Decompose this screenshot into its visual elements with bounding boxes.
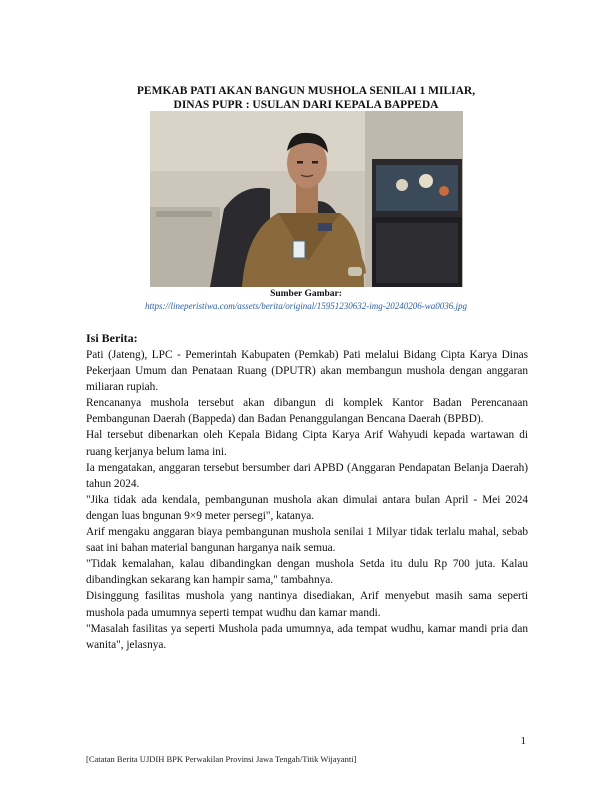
- paragraph: Pati (Jateng), LPC - Pemerintah Kabupaten (Pemkab) Pati melalui Bidang Cipta Karya Dinas Pekerjaan Umum dan Penataan Ruang (DPUTR) akan membangun mushola dengan anggaran miliaran rupiah.: [86, 349, 528, 394]
- paragraph: Arif mengaku anggaran biaya pembangunan mushola senilai 1 Milyar tidak terlalu mahal, sebab saat ini bahan material bangunan harganya naik semua.: [86, 526, 528, 555]
- paragraph: "Jika tidak ada kendala, pembangunan mushola akan dimulai antara bulan April - Mei 2024 dengan luas bngunan 9×9 meter persegi", katanya.: [86, 493, 528, 522]
- paragraph: Ia mengatakan, anggaran tersebut bersumber dari APBD (Anggaran Pendapatan Belanja Daerah) tahun 2024.: [86, 461, 528, 490]
- content-heading: Isi Berita:: [86, 331, 138, 345]
- article-title-line-2: DINAS PUPR : USULAN DARI KEPALA BAPPEDA: [173, 99, 439, 111]
- page-number: 1: [520, 735, 526, 747]
- article-photo: [150, 111, 463, 287]
- paragraph: Rencananya mushola tersebut akan dibangun di komplek Kantor Badan Perencanaan Pembangunan Daerah (Bappeda) dan Badan Penanggulangan Bencana Daerah (BPBD).: [86, 397, 528, 426]
- article-title: [0, 84, 612, 112]
- paragraph: "Tidak kemalahan, kalau dibandingkan dengan mushola Setda itu dulu Rp 700 juta. Kalau dibandingkan sekarang kan hampir sama," tambahnya.: [86, 558, 528, 587]
- page-footer: [Catatan Berita UJDIH BPK Perwakilan Provinsi Jawa Tengah/Titik Wijayanti]: [86, 754, 357, 764]
- paragraph: "Masalah fasilitas ya seperti Mushola pada umumnya, ada tempat wudhu, kamar mandi pria dan wanita", jelasnya.: [86, 622, 528, 651]
- paragraph: Disinggung fasilitas mushola yang nantinya disediakan, Arif menyebut masih sama seperti mushola pada umumnya seperti tempat wudhu dan kamar mandi.: [86, 590, 528, 619]
- image-source-url[interactable]: https://lineperistiwa.com/assets/berita/original/15951230632-img-20240206-wa0036.jpg: [145, 301, 467, 311]
- article-photo-illustration: [150, 111, 463, 287]
- paragraph: Hal tersebut dibenarkan oleh Kepala Bidang Cipta Karya Arif Wahyudi kepada wartawan di ruang kerjanya belum lama ini.: [86, 429, 528, 458]
- article-title-line-1: PEMKAB PATI AKAN BANGUN MUSHOLA SENILAI 1 MILIAR,: [136, 85, 476, 97]
- article-body: [86, 330, 528, 653]
- image-source-label: Sumber Gambar:: [270, 289, 342, 299]
